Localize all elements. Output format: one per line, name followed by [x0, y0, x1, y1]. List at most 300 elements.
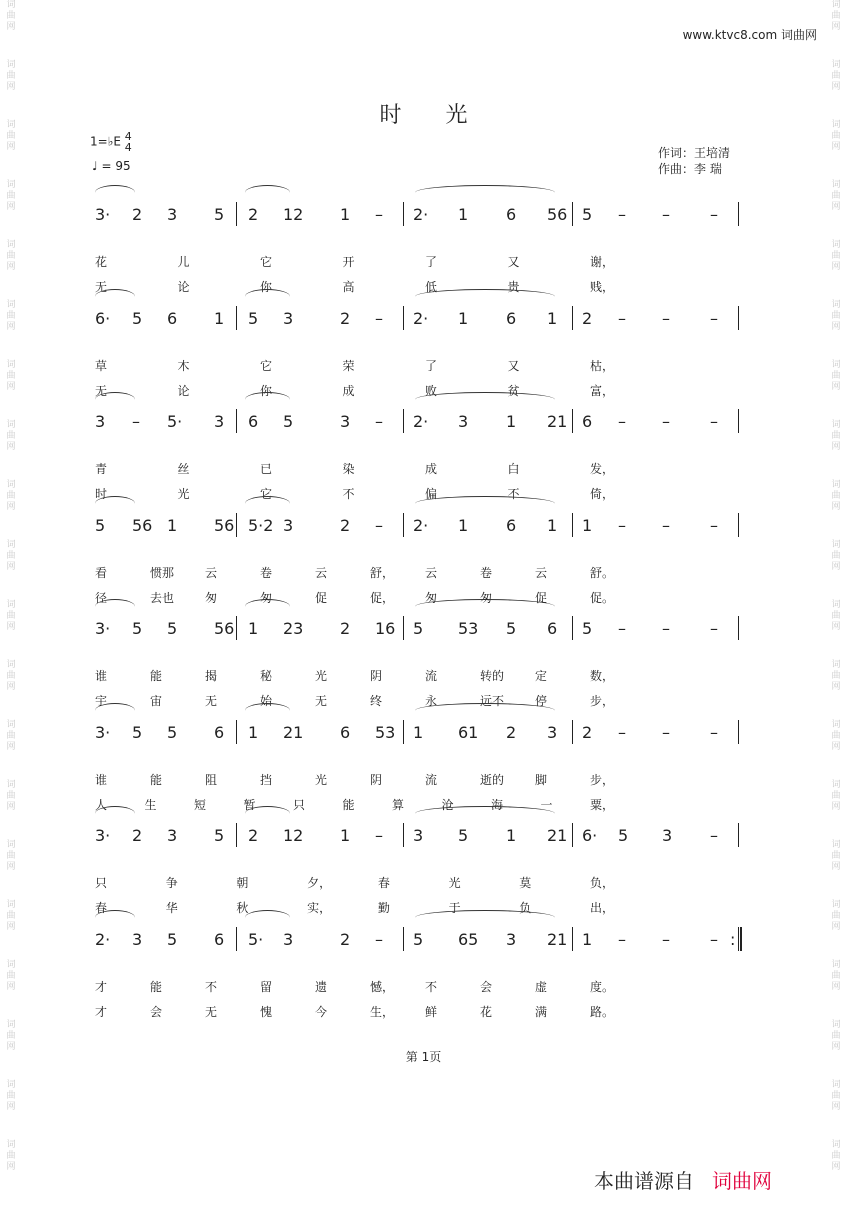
barline [403, 720, 404, 744]
slur-arc [415, 392, 555, 407]
credits [658, 145, 730, 177]
note: – [618, 412, 626, 431]
lyric-2: 终 [370, 694, 383, 708]
watermark-text: 词 曲 网 [6, 1080, 16, 1112]
note: 5 [167, 619, 178, 638]
lyric-1: 夕， [307, 876, 332, 890]
note: 3 [506, 929, 517, 949]
lyric-1: 不 [425, 979, 438, 994]
note: 1 [506, 826, 517, 845]
lyric-1: 揭 [205, 669, 218, 683]
key-label: 1=♭E [90, 134, 121, 149]
barline [572, 306, 573, 330]
note: 2· [95, 929, 111, 949]
note: 3 [283, 929, 294, 949]
watermark-text: 词 曲 网 [831, 180, 841, 212]
watermark-text: 词 曲 网 [6, 780, 16, 812]
lyric-2: 能 [342, 797, 355, 812]
lyric-1: 木 [177, 358, 190, 373]
lyric-2: 宇 [95, 694, 108, 708]
note: 2· [413, 515, 429, 535]
watermark-text: 词 曲 网 [831, 600, 841, 632]
barline [572, 513, 573, 537]
note: – [375, 826, 383, 845]
note: 3 [167, 205, 178, 224]
lyric-2: 不 [507, 487, 520, 501]
note: 1 [413, 722, 424, 742]
lyric-2: 无 [205, 694, 218, 708]
song-title: 时光 [379, 103, 512, 128]
lyric-1: 数， [590, 669, 615, 683]
barline [236, 202, 237, 226]
note: 3 [413, 826, 424, 845]
lyric-1: 阴 [370, 669, 383, 683]
watermark-text: 词 曲 网 [6, 480, 16, 512]
note: 56 [214, 619, 235, 638]
note: – [710, 826, 718, 845]
lyric-2: 海 [491, 797, 504, 812]
lyric-2: 成 [342, 383, 355, 398]
note: 2 [132, 826, 143, 845]
lyric-2: 时 [95, 487, 108, 501]
lyric-1: 遗 [315, 979, 328, 994]
note: 3 [547, 722, 558, 742]
tempo-value: = 95 [101, 159, 131, 173]
note: 12 [283, 205, 304, 224]
lyric-2: 花 [480, 1004, 493, 1019]
lyric-2: 匆 [260, 590, 273, 605]
barline [572, 823, 573, 847]
note: – [662, 619, 670, 638]
note: 3 [167, 826, 178, 845]
note: 5 [167, 929, 178, 949]
lyric-2: 满 [535, 1004, 548, 1019]
lyric-1: 定 [535, 669, 548, 683]
lyric-1: 度。 [590, 979, 615, 994]
note: 6· [582, 826, 598, 845]
slur-arc [245, 185, 290, 200]
site-header [683, 26, 817, 43]
note: – [662, 205, 670, 224]
lyricist: 作词：王培清 [658, 146, 731, 160]
note: – [618, 205, 626, 224]
lyric-2: 促 [315, 590, 328, 605]
key-signature [90, 131, 132, 153]
note: – [710, 515, 718, 535]
site-url: www.ktvc8.com [682, 28, 778, 42]
lyric-2: 停 [535, 694, 548, 708]
lyric-1: 流 [425, 772, 438, 787]
note: – [132, 412, 140, 431]
note: 1 [547, 515, 558, 535]
lyric-1: 谁 [95, 669, 108, 683]
note: 21 [547, 929, 568, 949]
lyric-1: 染 [342, 462, 355, 476]
lyric-2: 沧 [441, 797, 454, 812]
lyric-2: 算 [392, 797, 405, 812]
note: 5 [167, 722, 178, 742]
note: 3 [458, 412, 469, 431]
note: 1 [458, 205, 469, 224]
note: 2 [340, 619, 351, 638]
watermark-text: 词 曲 网 [6, 900, 16, 932]
slur-arc [415, 185, 555, 200]
lyric-2: 匆 [480, 590, 493, 605]
note: 21 [547, 412, 568, 431]
lyric-1: 会 [480, 979, 493, 994]
watermark-text: 词 曲 网 [6, 600, 16, 632]
watermark-text: 词 曲 网 [6, 540, 16, 572]
lyric-2: 它 [260, 487, 273, 501]
note: 6 [167, 308, 178, 328]
lyric-2: 始 [260, 694, 273, 708]
note: 61 [458, 722, 479, 742]
note: 1 [582, 929, 593, 949]
slur-arc [415, 910, 555, 925]
note: 3 [340, 412, 351, 431]
note: – [710, 722, 718, 742]
lyric-1: 惯那 [150, 565, 175, 580]
note: 5 [214, 205, 225, 224]
barline [740, 927, 742, 951]
watermark-text: 词 曲 网 [831, 240, 841, 272]
note: – [375, 929, 383, 949]
lyric-1: 发， [590, 462, 615, 476]
note: 5 [618, 826, 629, 845]
note: 2 [340, 515, 351, 535]
note: 5 [413, 619, 424, 638]
lyric-2: 论 [177, 280, 190, 294]
watermark-text: 词 曲 网 [831, 0, 841, 32]
lyric-1: 花 [95, 255, 108, 269]
watermark-text: 词 曲 网 [6, 1020, 16, 1052]
barline [403, 823, 404, 847]
lyric-2: 暂 [243, 797, 256, 812]
watermark-text: 词 曲 网 [6, 300, 16, 332]
barline [738, 306, 739, 330]
lyric-2: 败 [425, 383, 438, 398]
note: 23 [283, 619, 304, 638]
lyric-1: 憾， [370, 979, 395, 994]
lyric-2: 贵 [507, 280, 520, 294]
watermark-text: 词 曲 网 [831, 1140, 841, 1172]
lyric-1: 白 [507, 462, 520, 476]
watermark-text: 词 曲 网 [831, 480, 841, 512]
lyric-1: 看 [95, 565, 108, 580]
barline [403, 306, 404, 330]
lyric-1: 云 [535, 565, 548, 580]
slur-arc [95, 185, 135, 200]
note: – [618, 929, 626, 949]
lyric-2: 偏 [425, 487, 438, 501]
watermark-text: 词 曲 网 [6, 720, 16, 752]
composer: 作曲：李 瑞 [658, 162, 722, 176]
staff-row [0, 930, 847, 1040]
lyric-2: 去也 [150, 590, 175, 605]
lyric-2: 鲜 [425, 1004, 438, 1019]
watermark-text: 词 曲 网 [831, 360, 841, 392]
lyric-1: 不 [205, 979, 218, 994]
slur-arc [95, 392, 135, 407]
watermark-text: 词 曲 网 [831, 780, 841, 812]
barline [572, 616, 573, 640]
note: 5 [506, 619, 517, 638]
time-bottom: 4 [124, 141, 132, 154]
note: 3 [662, 826, 673, 845]
lyric-1: 又 [507, 358, 520, 373]
note: 5 [95, 515, 106, 535]
lyric-1: 谢， [590, 255, 615, 269]
tempo-marking [92, 159, 131, 173]
note: 1 [340, 205, 351, 224]
lyric-2: 光 [177, 487, 190, 501]
lyric-2: 会 [150, 1004, 163, 1019]
note: 6 [214, 929, 225, 949]
lyric-1: 云 [315, 565, 328, 580]
lyric-1: 枯， [590, 358, 615, 373]
watermark-text: 词 曲 网 [831, 120, 841, 152]
lyric-2: 无 [205, 1004, 218, 1019]
note: 6 [547, 619, 558, 638]
barline [236, 513, 237, 537]
barline [572, 409, 573, 433]
lyric-1: 云 [205, 565, 218, 580]
note: – [662, 515, 670, 535]
note: 6 [340, 722, 351, 742]
barline [403, 616, 404, 640]
note: 5 [132, 722, 143, 742]
note: 5· [167, 412, 183, 431]
note: 2 [340, 308, 351, 328]
note: 2· [413, 412, 429, 431]
note: 21 [547, 826, 568, 845]
slur-arc [95, 806, 135, 821]
lyric-1: 了 [425, 358, 438, 373]
note: 3· [95, 205, 111, 224]
lyric-1: 莫 [519, 876, 532, 890]
lyric-1: 成 [425, 462, 438, 476]
lyric-2: 促。 [590, 590, 615, 605]
watermark-text: 词 曲 网 [6, 240, 16, 272]
note: 2 [506, 722, 517, 742]
note: – [375, 308, 383, 328]
note: 2 [340, 929, 351, 949]
watermark-text: 词 曲 网 [831, 660, 841, 692]
slur-arc [95, 496, 135, 511]
lyric-1: 青 [95, 462, 108, 476]
lyric-2: 匆 [425, 590, 438, 605]
lyric-2: 倚， [590, 487, 615, 501]
note: 1 [458, 515, 469, 535]
source-credit [594, 1165, 772, 1194]
quarter-note-icon: ♩ [92, 159, 98, 173]
note: 5·2 [248, 515, 274, 535]
lyric-1: 谁 [95, 772, 108, 787]
lyric-2: 低 [425, 280, 438, 294]
note: 2 [582, 722, 593, 742]
note: 2 [248, 205, 259, 224]
barline [738, 823, 739, 847]
watermark-text: 词 曲 网 [6, 120, 16, 152]
note: – [710, 412, 718, 431]
lyric-1: 只 [95, 876, 108, 890]
lyric-2: 秋 [236, 901, 249, 915]
repeat-sign: : [730, 929, 736, 949]
lyric-2: 径 [95, 590, 108, 605]
note: 1 [458, 308, 469, 328]
slur-arc [95, 703, 135, 718]
source-brand: 词曲网 [712, 1169, 772, 1193]
note: 5 [582, 619, 593, 638]
note: – [710, 308, 718, 328]
note: – [375, 412, 383, 431]
barline [403, 202, 404, 226]
lyric-1: 了 [425, 255, 438, 269]
time-signature [125, 131, 132, 153]
lyric-1: 儿 [177, 255, 190, 269]
lyric-2: 贱， [590, 280, 615, 294]
note: – [710, 619, 718, 638]
note: 3 [95, 412, 106, 431]
lyric-2: 贫 [507, 383, 520, 398]
slur-arc [245, 392, 290, 407]
note: 3 [283, 515, 294, 535]
barline [236, 927, 237, 951]
lyric-1: 舒， [370, 565, 395, 580]
slur-arc [415, 703, 555, 718]
barline [572, 927, 573, 951]
barline [236, 409, 237, 433]
time-top: 4 [124, 130, 132, 143]
watermark-text: 词 曲 网 [6, 1140, 16, 1172]
lyric-2: 不 [342, 487, 355, 501]
watermark-text: 词 曲 网 [831, 60, 841, 92]
note: 53 [375, 722, 396, 742]
note: – [375, 515, 383, 535]
note: 1 [248, 722, 259, 742]
watermark-text: 词 曲 网 [6, 0, 16, 32]
barline [403, 927, 404, 951]
lyric-2: 才 [95, 1004, 108, 1019]
lyric-1: 舒。 [590, 565, 615, 580]
lyric-2: 无 [95, 383, 108, 398]
note: 3· [95, 826, 111, 845]
lyric-2: 永 [425, 694, 438, 708]
lyric-1: 负， [590, 876, 615, 890]
slur-arc [95, 910, 135, 925]
lyric-2: 促， [370, 590, 395, 605]
slur-arc [415, 599, 555, 614]
barline [738, 513, 739, 537]
watermark-text: 词 曲 网 [6, 360, 16, 392]
watermark-text: 词 曲 网 [6, 960, 16, 992]
note: 3 [283, 308, 294, 328]
note: 1 [506, 412, 517, 431]
note: 3 [214, 412, 225, 431]
lyric-2: 春 [95, 901, 108, 915]
note: – [710, 205, 718, 224]
lyric-1: 草 [95, 358, 108, 373]
barline [236, 616, 237, 640]
slur-arc [415, 806, 555, 821]
note: – [662, 308, 670, 328]
note: 3· [95, 722, 111, 742]
note: – [618, 619, 626, 638]
lyric-2: 步， [590, 694, 615, 708]
slur-arc [95, 289, 135, 304]
lyric-2: 华 [165, 901, 178, 915]
lyric-2: 粟， [590, 797, 615, 812]
note: 2 [248, 826, 259, 845]
watermark-text: 词 曲 网 [6, 660, 16, 692]
note: 6 [248, 412, 259, 431]
note: 5 [132, 619, 143, 638]
note: – [662, 412, 670, 431]
lyric-1: 它 [260, 255, 273, 269]
lyric-2: 促 [535, 590, 548, 605]
lyric-1: 虚 [535, 979, 548, 994]
barline [738, 927, 739, 951]
lyric-1: 光 [315, 772, 328, 787]
lyric-1: 开 [342, 255, 355, 269]
watermark-text: 词 曲 网 [831, 900, 841, 932]
lyric-2: 远不 [480, 694, 505, 708]
lyric-1: 春 [377, 876, 390, 890]
note: 1 [547, 308, 558, 328]
lyric-2: 负 [519, 901, 532, 915]
note: 2 [582, 308, 593, 328]
lyric-2: 论 [177, 383, 190, 398]
site-name: 词曲网 [780, 28, 817, 42]
note: 1 [167, 515, 178, 535]
note: – [618, 308, 626, 328]
note: 65 [458, 929, 479, 949]
note: – [618, 722, 626, 742]
lyric-1: 丝 [177, 462, 190, 476]
slur-arc [245, 289, 290, 304]
note: 5 [458, 826, 469, 845]
watermark-text: 词 曲 网 [6, 180, 16, 212]
lyric-2: 无 [315, 694, 328, 708]
note: 6· [95, 308, 111, 328]
lyric-1: 留 [260, 979, 273, 994]
slur-arc [245, 599, 290, 614]
barline [572, 202, 573, 226]
watermark-text: 词 曲 网 [831, 540, 841, 572]
lyric-1: 光 [315, 669, 328, 683]
lyric-2: 你 [260, 280, 273, 294]
note: 1 [248, 619, 259, 638]
note: 5 [582, 205, 593, 224]
lyric-2: 勤 [377, 901, 390, 915]
lyric-1: 已 [260, 462, 273, 476]
note: 56 [132, 515, 153, 535]
barline [236, 823, 237, 847]
barline [572, 720, 573, 744]
lyric-1: 朝 [236, 876, 249, 890]
slur-arc [245, 910, 290, 925]
slur-arc [245, 496, 290, 511]
note: 6 [582, 412, 593, 431]
note: 16 [375, 619, 396, 638]
note: 5 [214, 826, 225, 845]
watermark-text: 词 曲 网 [6, 420, 16, 452]
note: 56 [214, 515, 235, 535]
note: – [662, 722, 670, 742]
lyric-1: 它 [260, 358, 273, 373]
note: – [375, 205, 383, 224]
lyric-1: 争 [165, 876, 178, 890]
